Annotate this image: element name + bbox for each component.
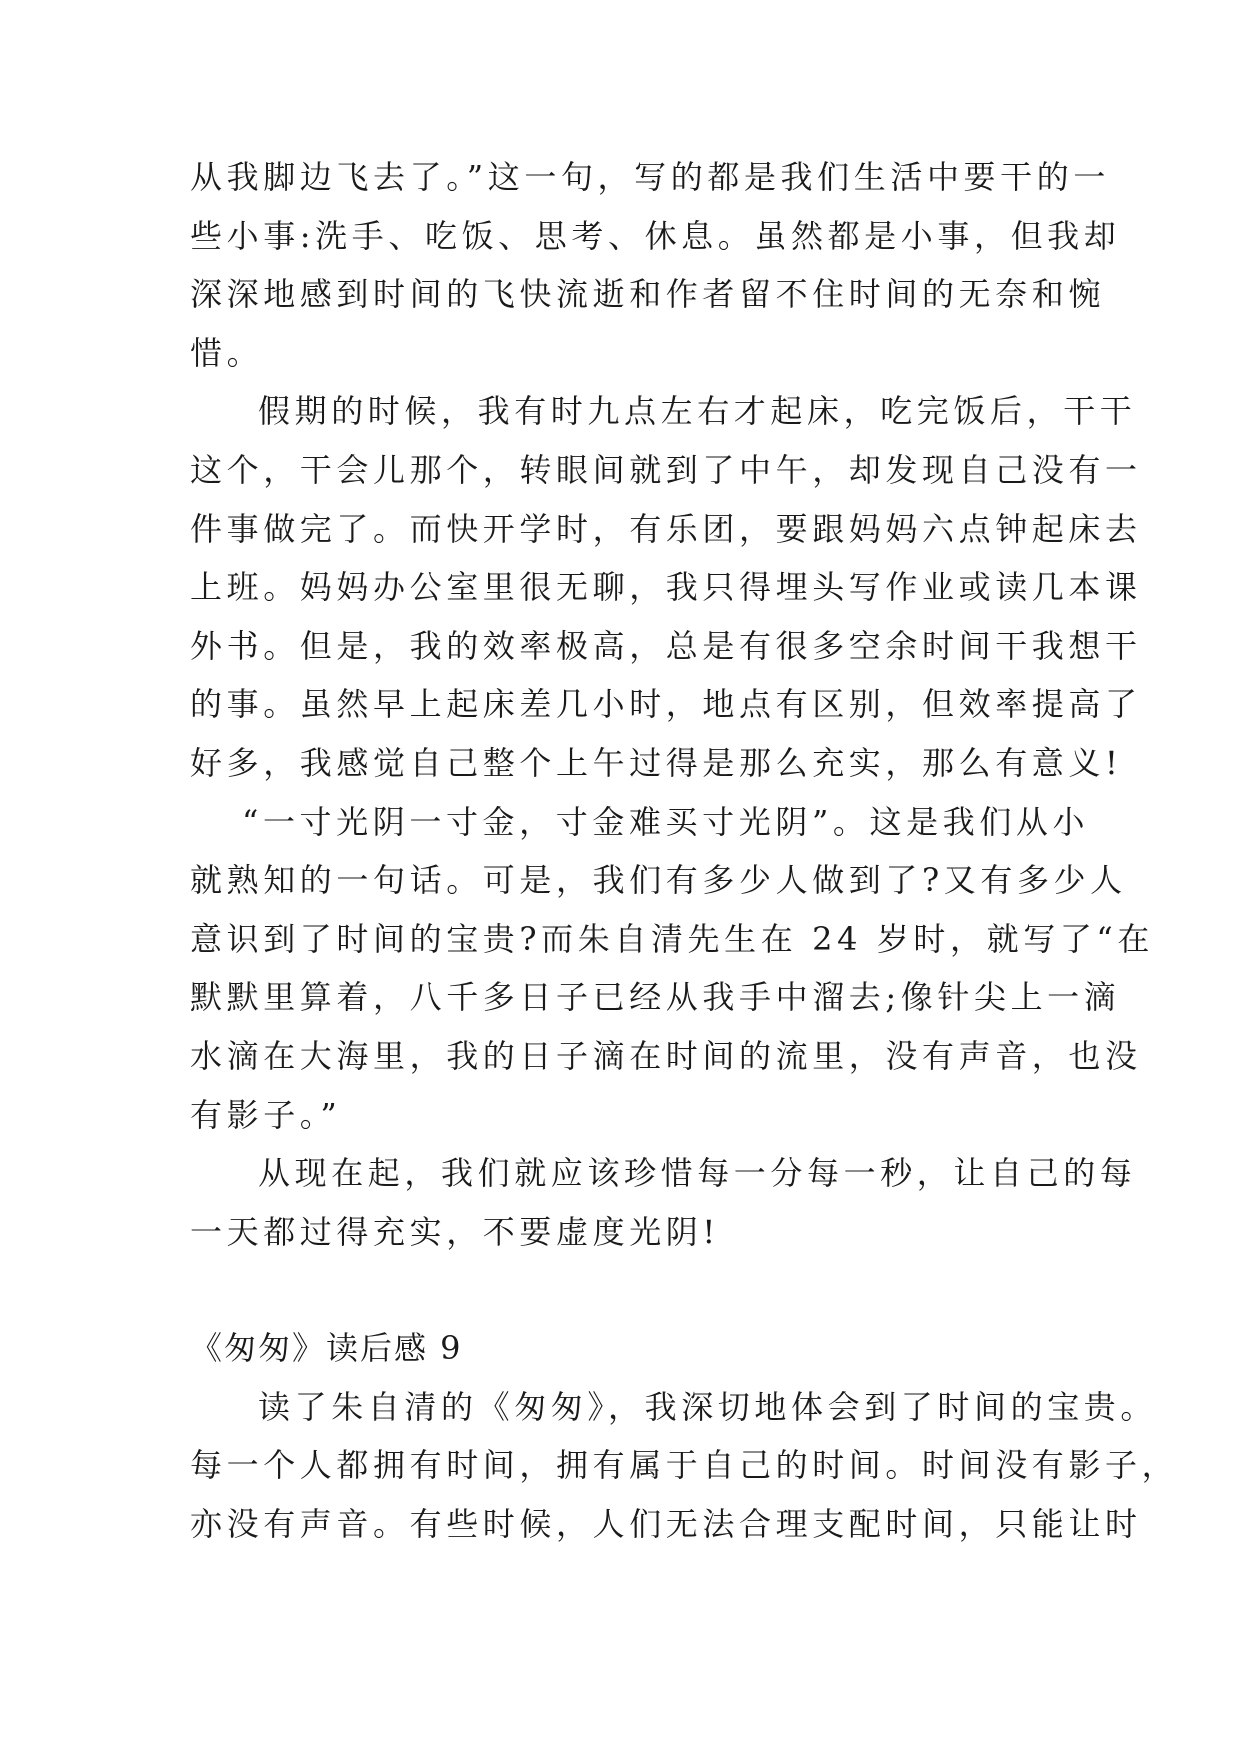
text-line: “一寸光阴一寸金，寸金难买寸光阴”。这是我们从小 (242, 802, 1090, 841)
paragraph (190, 382, 1142, 792)
text-line: 些小事:洗手、吃饭、思考、休息。虽然都是小事，但我却 (190, 216, 1121, 255)
text-line: 件事做完了。而快开学时，有乐团，要跟妈妈六点钟起床去 (190, 509, 1142, 548)
paragraph (190, 1378, 1179, 1554)
section-title: 《匆匆》读后感 9 (190, 1329, 463, 1368)
text-line: 有影子。” (190, 1095, 342, 1134)
text-line: 从我脚边飞去了。”这一句，写的都是我们生活中要干的一 (190, 158, 1110, 196)
text-line: 就熟知的一句话。可是，我们有多少人做到了?又有多少人 (190, 861, 1127, 900)
text-line: 这个，干会儿那个，转眼间就到了中午，却发现自己没有一 (190, 450, 1142, 489)
paragraph (190, 148, 1121, 382)
section-spacer (190, 1261, 1070, 1319)
text-line: 读了朱自清的《匆匆》，我深切地体会到了时间的宝贵。 (258, 1387, 1158, 1426)
text-line: 惜。 (190, 333, 264, 372)
text-line: 每一个人都拥有时间，拥有属于自己的时间。时间没有影子， (190, 1446, 1179, 1485)
text-line: 好多，我感觉自己整个上午过得是那么充实，那么有意义! (190, 743, 1123, 782)
text-line: 默默里算着，八千多日子已经从我手中溜去;像针尖上一滴 (190, 978, 1121, 1017)
text-line: 水滴在大海里，我的日子滴在时间的流里，没有声音，也没 (190, 1036, 1142, 1075)
text-line: 外书。但是，我的效率极高，总是有很多空余时间干我想干 (190, 626, 1142, 665)
paragraph (190, 1144, 1137, 1261)
text-line: 假期的时候，我有时九点左右才起床，吃完饭后，干干 (258, 392, 1137, 431)
paragraph (190, 793, 1154, 1145)
text-line: 深深地感到时间的飞快流逝和作者留不住时间的无奈和惋 (190, 275, 1106, 314)
text-line: 上班。妈妈办公室里很无聊，我只得埋头写作业或读几本课 (190, 568, 1142, 607)
text-line: 意识到了时间的宝贵?而朱自清先生在 24 岁时，就写了“在 (190, 919, 1154, 958)
text-line: 从现在起，我们就应该珍惜每一分每一秒，让自己的每 (258, 1154, 1137, 1193)
text-line: 亦没有声音。有些时候，人们无法合理支配时间，只能让时 (190, 1505, 1142, 1544)
text-line: 的事。虽然早上起床差几小时，地点有区别，但效率提高了 (190, 685, 1142, 724)
text-line: 一天都过得充实，不要虚度光阴! (190, 1212, 720, 1251)
document-body (190, 148, 1179, 1554)
